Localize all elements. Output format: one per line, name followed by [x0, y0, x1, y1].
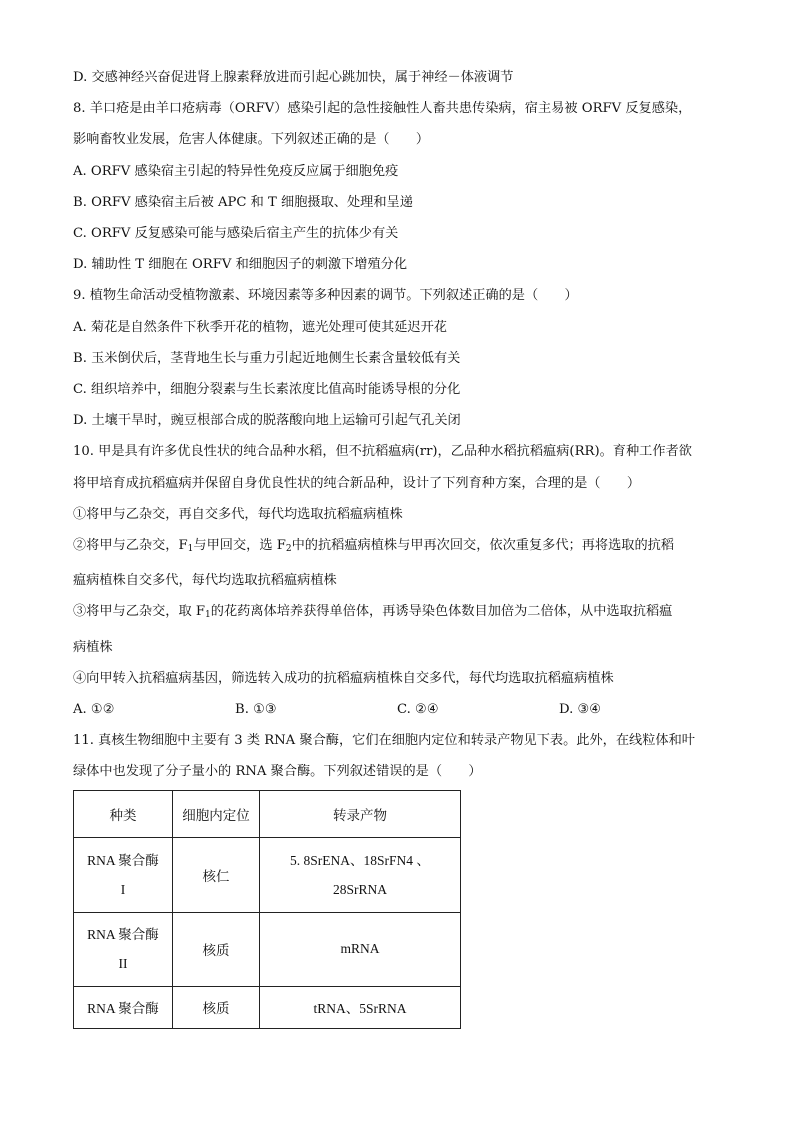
- q7-option-d: D. 交感神经兴奋促进肾上腺素释放进而引起心跳加快，属于神经－体液调节: [73, 70, 514, 85]
- q10-scheme-2-text-b: 与甲回交，选 F: [193, 538, 286, 554]
- q10-scheme-3-text-b: 的花药离体培养获得单倍体，再诱导染色体数目加倍为二倍体，从中选取抗稻瘟: [210, 604, 673, 620]
- q10-option-d: D. ③④: [559, 702, 602, 718]
- q10-scheme-2-line-2: 瘟病植株自交多代，每代均选取抗稻瘟病植株: [73, 573, 337, 589]
- q10-scheme-3-text-a: ③将甲与乙杂交，取 F: [73, 604, 206, 620]
- q10-option-c: C. ②④: [397, 702, 439, 718]
- q10-stem-line-2: 将甲培育成抗稻瘟病并保留自身优良性状的纯合新品种，设计了下列育种方案，合理的是（ ）: [73, 475, 641, 491]
- q8-option-d: D. 辅助性 T 细胞在 ORFV 和细胞因子的刺激下增殖分化: [73, 257, 408, 273]
- table-row: [74, 912, 461, 986]
- q10-scheme-4: ④向甲转入抗稻瘟病基因，筛选转入成功的抗稻瘟病植株自交多代，每代均选取抗稻瘟病植株: [73, 670, 614, 686]
- q9-option-a: A. 菊花是自然条件下秋季开花的植物，遮光处理可使其延迟开花: [73, 319, 447, 335]
- q10-option-b: B. ①③: [235, 702, 277, 718]
- q10-scheme-3-line-2: 病植株: [73, 639, 113, 655]
- q8-option-c: C. ORFV 反复感染可能与感染后宿主产生的抗体少有关: [73, 226, 399, 242]
- table-cell-type: [74, 837, 173, 912]
- q10-scheme-3-line-1: [73, 596, 733, 631]
- table-cell-line: 28SrRNA: [332, 881, 387, 897]
- q10-scheme-2-text-c: 中的抗稻瘟病植株与甲再次回交，依次重复多代；再将选取的抗稻: [291, 538, 675, 554]
- table-row: [74, 986, 461, 1028]
- table-row: [74, 837, 461, 912]
- table-cell-line: II: [118, 956, 128, 972]
- q10-options: [73, 694, 733, 725]
- q10-scheme-2-line-1: [73, 530, 733, 565]
- q10-scheme-1: ①将甲与乙杂交，再自交多代，每代均选取抗稻瘟病植株: [73, 506, 403, 522]
- q9-stem: 9. 植物生命活动受植物激素、环境因素等多种因素的调节。下列叙述正确的是（ ）: [73, 288, 578, 304]
- table-cell-line: RNA 聚合酶: [87, 852, 159, 868]
- table-cell-line: I: [120, 881, 126, 897]
- q10-scheme-2-sub-1: 1: [187, 544, 194, 555]
- table-cell-location: 核仁: [173, 837, 260, 912]
- table-cell-product: tRNA、5SrRNA: [260, 986, 461, 1028]
- q10-scheme-2-sub-2: 2: [285, 544, 292, 555]
- q8-stem-line-2: 影响畜牧业发展，危害人体健康。下列叙述正确的是（ ）: [73, 132, 430, 148]
- document-page: [73, 62, 733, 1029]
- q10-stem-line-1: 10. 甲是具有许多优良性状的纯合品种水稻，但不抗稻瘟病(rr)，乙品种水稻抗稻瘟病(RR)。育种工作者欲: [73, 444, 692, 460]
- table-cell-product: [260, 837, 461, 912]
- table-cell-location: 核质: [173, 912, 260, 986]
- table-header-type: 种类: [74, 790, 173, 837]
- table-header-product: 转录产物: [260, 790, 461, 837]
- q8-option-a: A. ORFV 感染宿主引起的特异性免疫反应属于细胞免疫: [73, 163, 399, 179]
- table-header-row: [74, 790, 461, 837]
- q8-option-b: B. ORFV 感染宿主后被 APC 和 T 细胞摄取、处理和呈递: [73, 194, 413, 210]
- q9-option-c: C. 组织培养中，细胞分裂素与生长素浓度比值高时能诱导根的分化: [73, 382, 461, 398]
- table-cell-line: RNA 聚合酶: [87, 927, 159, 943]
- q9-option-d: D. 土壤干旱时，豌豆根部合成的脱落酸向地上运输可引起气孔关闭: [73, 413, 461, 429]
- rna-polymerase-table: [73, 790, 461, 1029]
- q9-option-b: B. 玉米倒伏后，茎背地生长与重力引起近地侧生长素含量较低有关: [73, 350, 461, 366]
- table-cell-type: RNA 聚合酶: [74, 986, 173, 1028]
- q10-scheme-3-sub-1: 1: [205, 610, 211, 621]
- table-cell-type: [74, 912, 173, 986]
- table-cell-line: 5. 8SrENA、18SrFN4 、: [290, 852, 430, 868]
- q10-scheme-2-text-a: ②将甲与乙杂交，F: [73, 538, 188, 554]
- q10-option-a: A. ①②: [73, 702, 115, 718]
- q11-stem-line-1: 11. 真核生物细胞中主要有 3 类 RNA 聚合酶，它们在细胞内定位和转录产物见下表。此外，在线粒体和叶: [73, 733, 695, 749]
- table-cell-product: mRNA: [260, 912, 461, 986]
- q8-stem-line-1: 8. 羊口疮是由羊口疮病毒（ORFV）感染引起的急性接触性人畜共患传染病，宿主易被 ORFV 反复感染，: [73, 101, 692, 117]
- table-cell-location: 核质: [173, 986, 260, 1028]
- table-header-location: 细胞内定位: [173, 790, 260, 837]
- q11-stem-line-2: 绿体中也发现了分子量小的 RNA 聚合酶。下列叙述错误的是（ ）: [73, 764, 482, 780]
